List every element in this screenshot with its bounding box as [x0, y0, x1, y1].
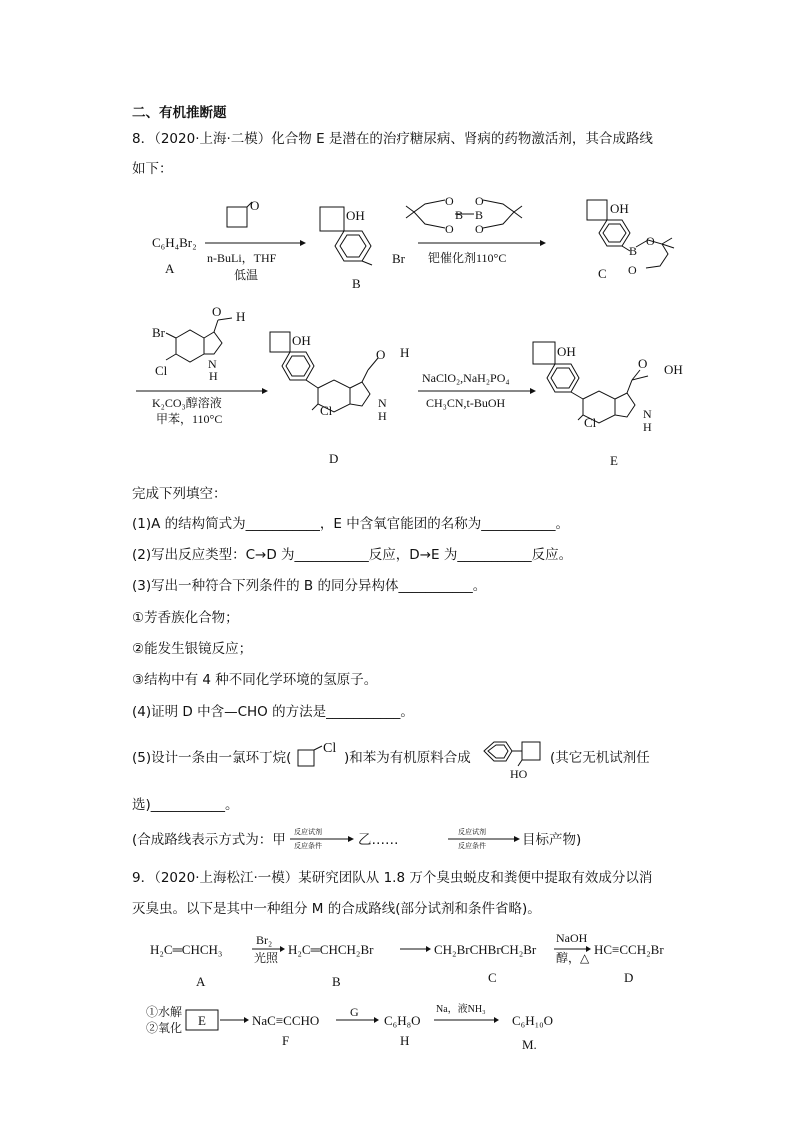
q9-label-a: A [196, 974, 206, 989]
q9-intro-line2: 灭臭虫。以下是其中一种组分 M 的合成路线(部分试剂和条件省略)。 [132, 901, 541, 917]
compound-e-acid-oh: OH [664, 362, 683, 377]
compound-d-o: O [376, 347, 386, 362]
q9-compound-c: CH₂BrCHBrCH₂Br [434, 942, 537, 957]
indole-cl: Cl [155, 363, 168, 378]
label-c: C [598, 266, 607, 281]
route-arrow-2-bottom: 反应条件 [458, 842, 486, 850]
indole-cho-h: H [236, 309, 246, 324]
q8-synthesis-scheme [0, 0, 794, 480]
q9-reagent4-bottom: ②氧化 [146, 1021, 183, 1035]
indole-br: Br [152, 325, 165, 340]
compound-a-formula: C₆H₄Br₂ [152, 235, 197, 250]
compound-e-structure [533, 342, 648, 423]
q9-label-h: H [400, 1033, 410, 1048]
q9-reagent3-top: NaOH [556, 931, 588, 945]
chlorocyclobutane-cl: Cl [323, 741, 337, 756]
reagent1-conditions: n-BuLi，THF [207, 251, 277, 265]
compound-e-carbonyl-o: O [638, 356, 648, 371]
diboron-o3: O [475, 194, 484, 208]
q8-intro-line1: 8．（2020·上海·二模）化合物 E 是潜在的治疗糖尿病、肾病的药物激活剂，其合成路线 [132, 131, 653, 147]
label-b: B [352, 276, 361, 291]
compound-d-oh: OH [292, 333, 311, 348]
route-arrow-1-bottom: 反应条件 [294, 842, 322, 850]
q9-compound-f: NaC≡CCHO [252, 1013, 320, 1028]
target-product-structure [478, 734, 550, 782]
compound-b-oh: OH [346, 208, 365, 223]
label-a: A [165, 261, 175, 276]
q9-label-d: D [624, 970, 634, 985]
indole-nh: H [209, 369, 218, 383]
arrow-head-2 [540, 240, 546, 246]
compound-d-n: N [378, 396, 387, 410]
compound-c-o2: O [628, 263, 637, 277]
reagent4-top: NaClO₂,NaH₂PO₄ [422, 371, 510, 385]
q9-compound-h: C₆H₈O [384, 1013, 421, 1028]
diboron-b1: B [455, 208, 464, 222]
q8-part2: (2)写出反应类型：C→D 为___________反应，D→E 为___________反应。 [132, 547, 573, 563]
q8-part3: (3)写出一种符合下列条件的 B 的同分异构体___________。 [132, 578, 487, 594]
q8-part5-b: )和苯为有机原料合成 [344, 750, 471, 766]
q9-label-m: M. [522, 1037, 537, 1052]
q9-compound-a: H₂C═CHCH₃ [150, 942, 223, 957]
q9-compound-d: HC≡CCH₂Br [594, 942, 664, 957]
q9-label-f: F [282, 1033, 290, 1048]
q9-synthesis-scheme [0, 920, 794, 1070]
q8-part1: (1)A 的结构简式为___________，E 中含氧官能团的名称为___________。 [132, 516, 569, 532]
indole-cho-o: O [212, 304, 222, 319]
diboron-reagent-structure [406, 200, 522, 228]
q8-condition2: ②能发生银镜反应； [132, 641, 253, 657]
q9-label-b: B [332, 974, 341, 989]
arrow-head-3 [262, 388, 268, 394]
cyclobutanone-o: O [250, 198, 260, 213]
arrow-head-4 [530, 388, 536, 394]
compound-c-b: B [629, 244, 638, 258]
compound-e-nh: H [643, 420, 652, 434]
reagent3-conditions1: K₂CO₃醇溶液 [152, 396, 222, 410]
q8-part5-d: 选)___________。 [132, 797, 239, 813]
reagent4-bottom: CH₃CN,t-BuOH [426, 396, 506, 410]
route-arrow-2 [446, 826, 522, 852]
label-e: E [610, 453, 618, 468]
section-heading: 二、有机推断题 [132, 105, 227, 121]
q8-route-format-b: 乙…… [358, 832, 399, 848]
diboron-o2: O [445, 222, 454, 236]
indole-n: N [208, 357, 217, 371]
reagent3-conditions2: 甲苯，110°C [156, 412, 223, 426]
q9-compound-b: H₂C═CHCH₂Br [288, 942, 374, 957]
diboron-o4: O [475, 222, 484, 236]
route-arrow-1 [288, 826, 356, 852]
q9-intro-line1: 9．（2020·上海松江·一模）某研究团队从 1.8 万个臭虫蜕皮和粪便中提取有效成分以消 [132, 870, 653, 886]
arrow-head-1 [300, 240, 306, 246]
q8-condition1: ①芳香族化合物； [132, 610, 239, 626]
q9-reagent5-top: Na，液NH₃ [436, 1004, 486, 1015]
q8-intro-line2: 如下： [132, 161, 173, 177]
compound-d-h: H [400, 345, 410, 360]
q8-part4: (4)证明 D 中含—CHO 的方法是___________。 [132, 704, 414, 720]
q9-reagent3-bottom: 醇，△ [556, 951, 590, 965]
compound-b-br: Br [392, 251, 405, 266]
compound-d-cl: Cl [320, 403, 333, 418]
reagent2-conditions: 钯催化剂110°C [428, 251, 507, 265]
route-arrow-2-top: 反应试剂 [458, 828, 486, 836]
cyclobutanone-structure [227, 202, 252, 227]
compound-d-nh: H [378, 409, 387, 423]
diboron-o1: O [445, 194, 454, 208]
compound-e-n: N [643, 407, 652, 421]
q9-reagent-g: G [350, 1005, 359, 1019]
compound-e-cl: Cl [584, 415, 597, 430]
target-product-ho: HO [510, 767, 528, 781]
chlorocyclobutane-structure [296, 740, 346, 770]
compound-c-oh: OH [610, 201, 629, 216]
label-d: D [329, 451, 339, 466]
compound-e-oh: OH [557, 344, 576, 359]
q8-condition3: ③结构中有 4 种不同化学环境的氢原子。 [132, 672, 378, 688]
q9-reagent4-top: ①水解 [146, 1005, 183, 1019]
q9-label-c: C [488, 970, 497, 985]
q9-compound-m: C₆H₁₀O [512, 1013, 554, 1028]
q9-reagent1-top: Br₂ [256, 933, 273, 947]
compound-d-structure [270, 332, 378, 412]
q8-route-format-a: (合成路线表示方式为：甲 [132, 832, 286, 848]
reagent1-temp: 低温 [234, 268, 259, 282]
q8-part5-c: (其它无机试剂任 [550, 750, 650, 766]
q8-route-format-c: 目标产物) [522, 832, 582, 848]
q8-part5-a: (5)设计一条由一氯环丁烷( [132, 750, 292, 766]
q9-reagent1-bottom: 光照 [254, 951, 279, 965]
route-arrow-1-top: 反应试剂 [294, 828, 322, 836]
q9-compound-e: E [198, 1013, 206, 1028]
diboron-b2: B [475, 208, 484, 222]
q8-fill-intro: 完成下列填空： [132, 486, 227, 502]
compound-c-o1: O [646, 234, 655, 248]
indole-reagent-structure [166, 318, 232, 362]
